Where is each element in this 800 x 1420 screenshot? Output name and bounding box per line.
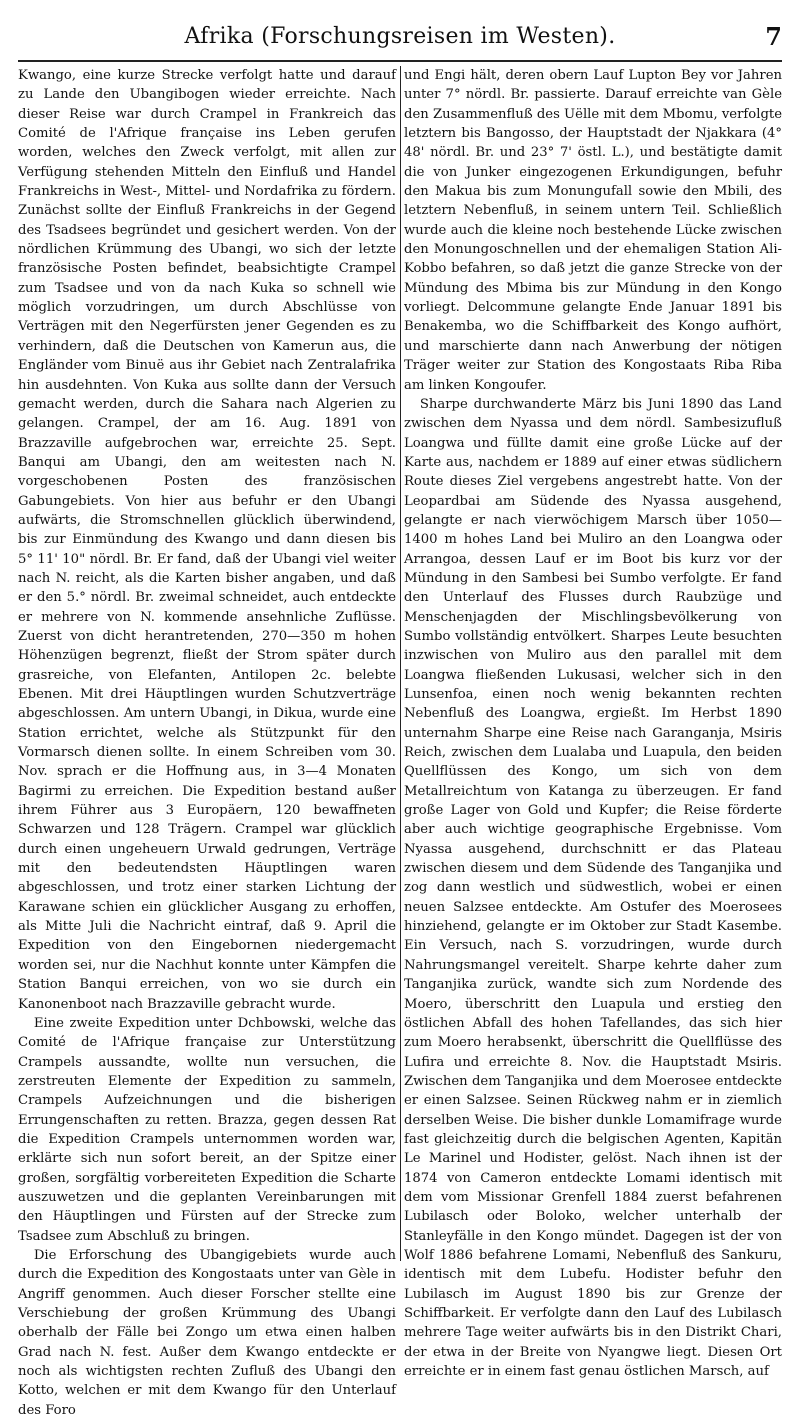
- column-divider: [400, 66, 401, 1261]
- left-column: [18, 66, 396, 1418]
- paragraph: Kwango, eine kurze Strecke verfolgt hatte und darauf zu Lande den Ubangibogen wieder erreichte. Nach dieser Reise war durch Crampel in Frankreich das Comité de l'Afrique française ins Leben gerufen worden, welches den Zweck verfolgt, mit allen zur Verfügung stehenden Mitteln den Einfluß und Handel Frankreichs in West-, Mittel- und Nordafrika zu fördern. Zunächst sollte der Einfluß Frankreichs in der Gegend des Tsadsees begründet und gesichert werden. Von der nördlichen Krümmung des Ubangi, wo sich der letzte französische Posten befindet, beabsichtigte Crampel zum Tsadsee und von da nach Kuka so schnell wie möglich vorzudringen, um durch Abschlüsse von Verträgen mit den Negerfürsten jener Gegenden es zu verhindern, daß die Deutschen von Kamerun aus, die Engländer vom Binuë aus ihr Gebiet nach Zentralafrika hin ausdehnten. Von Kuka aus sollte dann der Versuch gemacht werden, durch die Sahara nach Algerien zu gelangen. Crampel, der am 16. Aug. 1891 von Brazzaville aufgebrochen war, erreichte 25. Sept. Banqui am Ubangi, den am weitesten nach N. vorgeschobenen Posten des französischen Gabungebiets. Von hier aus befuhr er den Ubangi aufwärts, die Stromschnellen glücklich überwindend, bis zur Einmündung des Kwango und dann diesen bis 5° 11' 10" nördl. Br. Er fand, daß der Ubangi viel weiter nach N. reicht, als die Karten bisher angaben, und daß er den 5.° nördl. Br. zweimal schneidet, auch entdeckte er mehrere von N. kommende ansehnliche Zuflüsse. Zuerst von dicht herantretenden, 270—350 m hohen Höhenzügen begrenzt, fließt der Strom später durch grasreiche, von Elefanten, Antilopen 2c. belebte Ebenen. Mit drei Häuptlingen wurden Schutzverträge abgeschlossen. Am untern Ubangi, in Dikua, wurde eine Station errichtet, welche als Stützpunkt für den Vormarsch dienen sollte. In einem Schreiben vom 30. Nov. sprach er die Hoffnung aus, in 3—4 Monaten Bagirmi zu erreichen. Die Expedition bestand außer ihrem Führer aus 3 Europäern, 120 bewaffneten Schwarzen und 128 Trägern. Crampel war glücklich durch einen ungeheuern Urwald gedrungen, Verträge mit den bedeutendsten Häuptlingen waren abgeschlossen, und trotz einer starken Lichtung der Karawane schien ein glücklicher Ausgang zu erhoffen, als Mitte Juli die Nachricht eintraf, daß 9. April die Expedition von den Eingebornen niedergemacht worden sei, nur die Nachhut konnte unter Kämpfen die Station Banqui erreichen, von wo sie durch ein Kanonenboot nach Brazzaville gebracht wurde.: [18, 68, 396, 1012]
- page-header: [18, 20, 782, 62]
- paragraph: und Engi hält, deren obern Lauf Lupton Bey vor Jahren unter 7° nördl. Br. passierte. Darauf erreichte van Gèle den Zusammenfluß des Uëlle mit dem Mbomu, verfolgte letztern bis Bangosso, der Hauptstadt der Njakkara (4° 48' nördl. Br. und 23° 7' östl. L.), und bestätigte damit die von Junker eingezogenen Erkundigungen, befuhr den Makua bis zum Monungufall sowie den Mbili, des letztern Nebenfluß, in seinem untern Teil. Schließlich wurde auch die kleine noch bestehende Lücke zwischen den Monungoschnellen und der ehemaligen Station Ali-Kobbo befahren, so daß jetzt die ganze Strecke von der Mündung des Mbima bis zur Mündung in den Kongo vorliegt. Delcommune gelangte Ende Januar 1891 bis Benakemba, wo die Schiffbarkeit des Kongo aufhört, und marschierte dann nach Anwerbung der nötigen Träger weiter zur Station des Kongostaats Riba Riba am linken Kongoufer.: [404, 68, 782, 393]
- page-number: 7: [765, 22, 782, 51]
- running-title: Afrika (Forschungsreisen im Westen).: [184, 24, 616, 49]
- right-column: [404, 66, 782, 1380]
- paragraph: Die Erforschung des Ubangigebiets wurde auch durch die Expedition des Kongostaats unter van Gèle in Angriff genommen. Auch dieser Forscher stellte eine Verschiebung der großen Krümmung des Ubangi oberhalb der Fälle bei Zongo um etwa einen halben Grad nach N. fest. Außer dem Kwango entdeckte er noch als wichtigsten rechten Zufluß des Ubangi den Kotto, welchen er mit dem Kwango für den Unterlauf des Foro: [18, 1247, 396, 1418]
- paragraph: Sharpe durchwanderte März bis Juni 1890 das Land zwischen dem Nyassa und dem nördl. Sambesizufluß Loangwa und füllte damit eine große Lücke auf der Karte aus, nachdem er 1889 auf einer etwas südlichern Route dieses Ziel vergebens angestrebt hatte. Von der Leopardbai am Südende des Nyassa ausgehend, gelangte er nach vierwöchigem Marsch über 1050—1400 m hohes Land bei Muliro an den Loangwa oder Arrangoa, dessen Lauf er im Boot bis kurz vor der Mündung in den Sambesi bei Sumbo verfolgte. Er fand den Unterlauf des Flusses durch Raubzüge und Menschenjagden der Mischlingsbevölkerung von Sumbo vollständig entvölkert. Sharpes Leute besuchten inzwischen von Muliro aus den parallel mit dem Loangwa fließenden Lukusasi, welcher sich in den Lunsenfoa, einen noch wenig bekannten rechten Nebenfluß des Loangwa, ergießt. Im Herbst 1890 unternahm Sharpe eine Reise nach Garanganja, Msiris Reich, zwischen dem Lualaba und Luapula, den beiden Quellflüssen des Kongo, um sich von dem Metallreichtum von Katanga zu überzeugen. Er fand große Lager von Gold und Kupfer; die Reise förderte aber auch wichtige geographische Ergebnisse. Vom Nyassa ausgehend, durchschnitt er das Plateau zwischen diesem und dem Südende des Tanganjika und zog dann westlich und südwestlich, wobei er einen neuen Salzsee entdeckte. Am Ostufer des Moerosees hinziehend, gelangte er im Oktober zur Stadt Kasembe. Ein Versuch, nach S. vorzudringen, wurde durch Nahrungsmangel vereitelt. Sharpe kehrte daher zum Tanganjika zurück, wandte sich zum Nordende des Moero, überschritt den Luapula und erstieg den östlichen Abfall des hohen Tafellandes, das sich hier zum Moero herabsenkt, überschritt die Quellflüsse des Lufira und erreichte 8. Nov. die Hauptstadt Msiris. Zwischen dem Tanganjika und dem Moerosee entdeckte er einen Salzsee. Seinen Rückweg nahm er in ziemlich derselben Weise. Die bisher dunkle Lomamifrage wurde fast gleichzeitig durch die belgischen Agenten, Kapitän Le Marinel und Hodister, gelöst. Nach ihnen ist der 1874 von Cameron entdeckte Lomami identisch mit dem vom Missionar Grenfell 1884 zuerst befahrenen Lubilasch oder Boloko, welcher unterhalb der Stanleyfälle in den Kongo mündet. Dagegen ist der von Wolf 1886 befahrene Lomami, Nebenfluß des Sankuru, identisch mit dem Lubefu. Hodister befuhr den Lubilasch im August 1890 bis zur Grenze der Schiffbarkeit. Er verfolgte dann den Lauf des Lubilasch mehrere Tage weiter aufwärts bis in den Distrikt Chari, der etwa in der Breite von Nyangwe liegt. Diesen Ort erreichte er in einem fast genau östlichen Marsch, auf: [404, 396, 782, 1380]
- paragraph: Eine zweite Expedition unter Dchbowski, welche das Comité de l'Afrique française zur Unterstützung Crampels aussandte, wollte nun versuchen, die zerstreuten Elemente der Expedition zu sammeln, Crampels Aufzeichnungen und die bisherigen Errungenschaften zu retten. Brazza, gegen dessen Rat die Expedition Crampels unternommen worden war, erklärte sich nun sofort bereit, an der Spitze einer großen, sorgfältig vorbereiteten Expedition die Scharte auszuwetzen und die geplanten Vereinbarungen mit den Häuptlingen und Fürsten auf der Strecke zum Tsadsee zum Abschluß zu bringen.: [18, 1015, 396, 1244]
